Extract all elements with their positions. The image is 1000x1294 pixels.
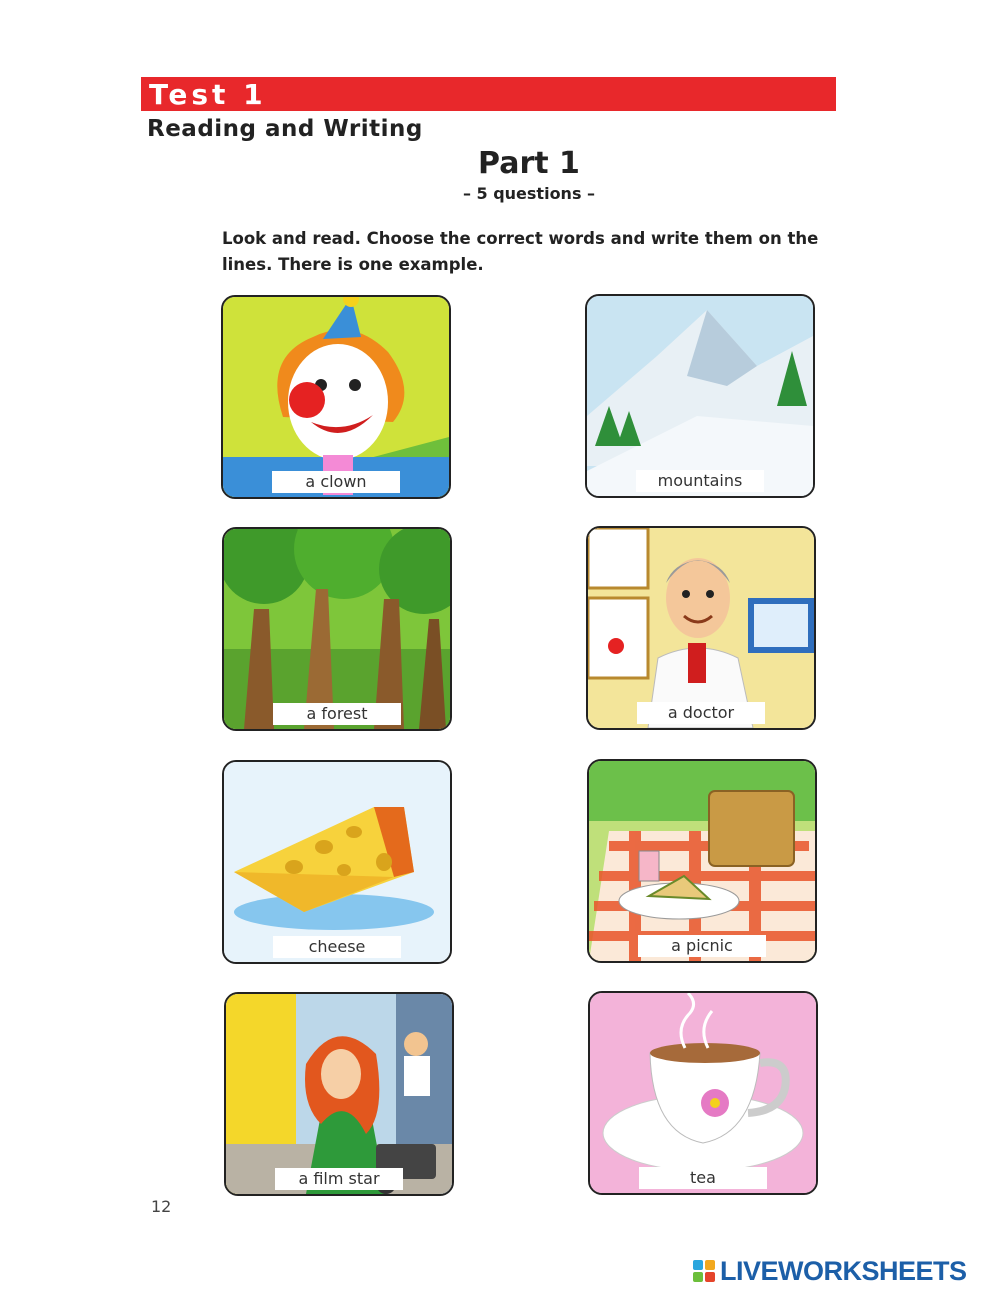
picture-card-forest xyxy=(222,527,452,731)
picture-card-tea xyxy=(588,991,818,1195)
mountains-image xyxy=(587,296,813,496)
cheese-image xyxy=(224,762,450,962)
instructions: Look and read. Choose the correct words and write them on the lines. There is one example. xyxy=(222,229,819,274)
card-label: a doctor xyxy=(637,702,765,724)
film-star-image xyxy=(226,994,452,1194)
picture-card-picnic xyxy=(587,759,817,963)
liveworksheets-icon xyxy=(692,1259,716,1283)
picture-card-cheese xyxy=(222,760,452,964)
card-label: mountains xyxy=(636,470,764,492)
tea-image xyxy=(590,993,816,1193)
test-label: Test 1 xyxy=(149,78,267,111)
picture-card-mountains xyxy=(585,294,815,498)
part-title: Part 1 xyxy=(478,146,580,181)
card-label: a clown xyxy=(272,471,400,493)
card-label: a forest xyxy=(273,703,401,725)
test-banner xyxy=(141,77,836,111)
brand-name: LIVEWORKSHEETS xyxy=(720,1255,967,1286)
card-label: tea xyxy=(639,1167,767,1189)
picnic-image xyxy=(589,761,815,961)
card-label: cheese xyxy=(273,936,401,958)
picture-card-clown xyxy=(221,295,451,499)
picture-card-doctor xyxy=(586,526,816,730)
card-label: a picnic xyxy=(638,935,766,957)
card-label: a film star xyxy=(275,1168,403,1190)
forest-image xyxy=(224,529,450,729)
page-number: 12 xyxy=(151,1197,172,1216)
section-title: Reading and Writing xyxy=(147,116,423,142)
questions-count: – 5 questions – xyxy=(462,184,596,203)
picture-card-film-star xyxy=(224,992,454,1196)
doctor-image xyxy=(588,528,814,728)
liveworksheets-logo[interactable] xyxy=(692,1255,967,1287)
clown-image xyxy=(223,297,449,497)
